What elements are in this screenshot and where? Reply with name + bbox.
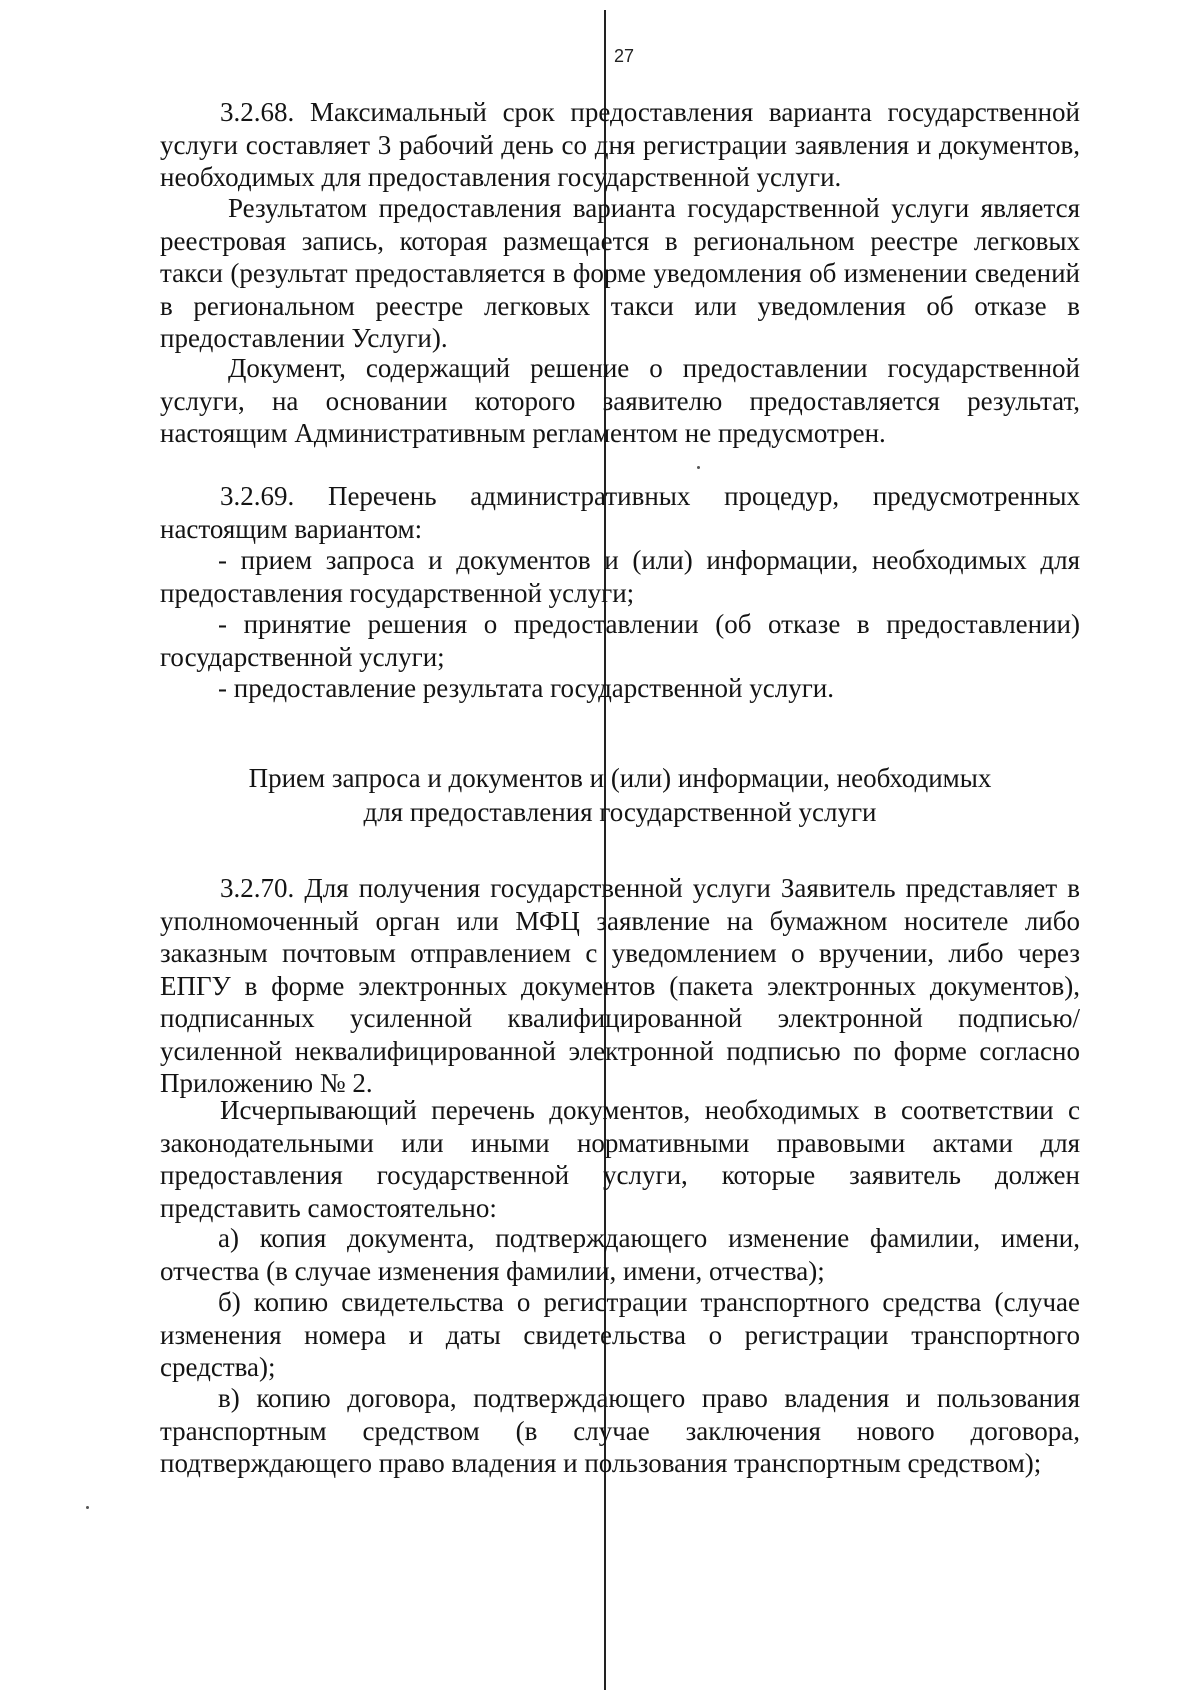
paragraph-result: Результатом предоставления варианта государственной услуги является реестровая запись, которая размещается в региональном реестре легковых такси (результат предоставляется в форме уведомления об изменении сведений в региональном реестре легковых такси или уведомления об отказе в предоставлении Услуги).	[160, 193, 1080, 353]
paragraph-3-2-69: 3.2.69. Перечень административных процедур, предусмотренных настоящим вариантом:	[160, 481, 1080, 544]
list-item: б) копию свидетельства о регистрации транспортного средства (случае изменения номера и даты свидетельства о регистрации транспортного средства);	[160, 1287, 1080, 1382]
list-item: - принятие решения о предоставлении (об отказе в предоставлении) государственной услуги;	[160, 609, 1080, 672]
list-item: в) копию договора, подтверждающего право владения и пользования транспортным средством (в случае заключения нового договора, подтверждающего право владения и пользования транспортным средством);	[160, 1383, 1080, 1478]
scan-speck	[86, 1506, 89, 1509]
page-number: 27	[614, 46, 635, 66]
paragraph-3-2-68: 3.2.68. Максимальный срок предоставления варианта государственной услуги составляет 3 рабочий день со дня регистрации заявления и документов, необходимых для предоставления государственной услуги.	[160, 97, 1080, 192]
list-item: - предоставление результата государственной услуги.	[218, 673, 834, 703]
section-heading	[160, 761, 1080, 829]
scan-speck	[697, 466, 700, 469]
section-heading-line: Прием запроса и документов и (или) информации, необходимых	[248, 763, 992, 793]
list-item: - прием запроса и документов и (или) информации, необходимых для предоставления государственной услуги;	[160, 545, 1080, 608]
paragraph-3-2-70: 3.2.70. Для получения государственной услуги Заявитель представляет в уполномоченный орган или МФЦ заявление на бумажном носителе либо заказным почтовым отправлением с уведомлением о вручении, либо через ЕПГУ в форме электронных документов (пакета электронных документов), подписанных усиленной квалифицированной электронной подписью/усиленной неквалифицированной электронной подписью по форме согласно Приложению № 2.	[160, 873, 1080, 1098]
section-heading-line: для предоставления государственной услуги	[363, 797, 877, 827]
list-item: а) копия документа, подтверждающего изменение фамилии, имени, отчества (в случае изменения фамилии, имени, отчества);	[160, 1223, 1080, 1286]
paragraph-document-list: Исчерпывающий перечень документов, необходимых в соответствии с законодательными или иными нормативными правовыми актами для предоставления государственной услуги, которые заявитель должен представить самостоятельно:	[160, 1095, 1080, 1223]
paragraph-decision-document: Документ, содержащий решение о предоставлении государственной услуги, на основании которого заявителю предоставляется результат, настоящим Административным регламентом не предусмотрен.	[160, 353, 1080, 448]
